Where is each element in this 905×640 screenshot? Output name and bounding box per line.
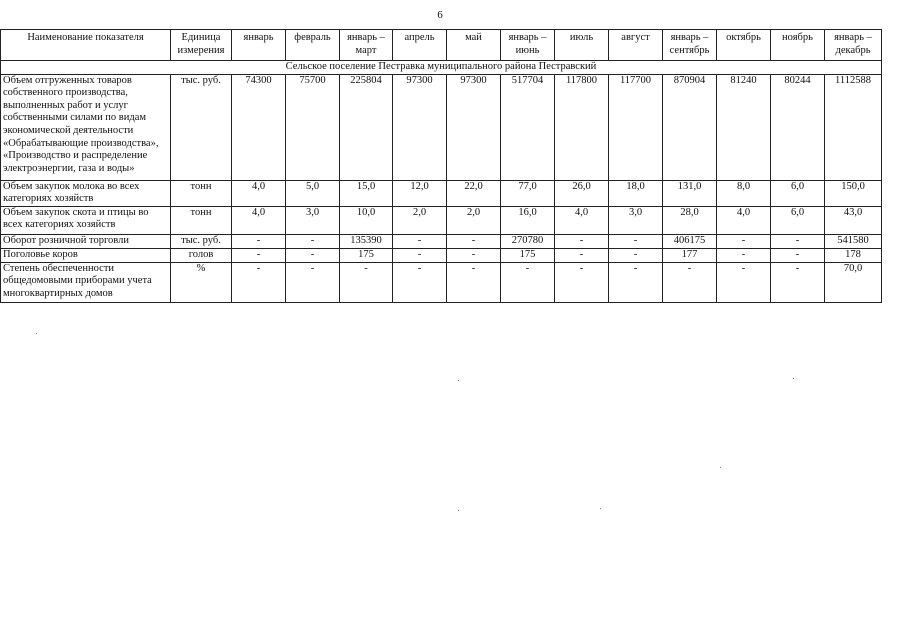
value-cell: 22,0 [447, 180, 501, 206]
value-cell: 12,0 [393, 180, 447, 206]
value-cell: 28,0 [663, 206, 717, 234]
value-cell: 97300 [393, 74, 447, 180]
column-header: Наименование показателя [1, 30, 171, 61]
value-cell: 2,0 [393, 206, 447, 234]
value-cell: - [555, 234, 609, 248]
value-cell: 10,0 [340, 206, 393, 234]
value-cell: 870904 [663, 74, 717, 180]
value-cell: - [717, 248, 771, 262]
unit-cell: голов [171, 248, 232, 262]
scan-speck [793, 378, 794, 379]
value-cell: 74300 [232, 74, 286, 180]
value-cell: 150,0 [825, 180, 882, 206]
value-cell: 270780 [501, 234, 555, 248]
value-cell: 117800 [555, 74, 609, 180]
value-cell: 3,0 [609, 206, 663, 234]
value-cell: 80244 [771, 74, 825, 180]
value-cell: 75700 [286, 74, 340, 180]
header-row [1, 30, 882, 61]
indicator-name: Объем закупок скота и птицы во всех категориях хозяйств [1, 206, 171, 234]
value-cell: 135390 [340, 234, 393, 248]
value-cell: - [717, 234, 771, 248]
value-cell: 6,0 [771, 180, 825, 206]
value-cell: 177 [663, 248, 717, 262]
column-header: январь – сентябрь [663, 30, 717, 61]
indicator-name: Оборот розничной торговли [1, 234, 171, 248]
value-cell: - [609, 262, 663, 302]
column-header: январь – июнь [501, 30, 555, 61]
indicator-name: Степень обеспеченности общедомовыми приборами учета многоквартирных домов [1, 262, 171, 302]
value-cell: - [232, 248, 286, 262]
value-cell: - [286, 234, 340, 248]
value-cell: - [232, 234, 286, 248]
column-header: Единица измерения [171, 30, 232, 61]
unit-cell: тонн [171, 206, 232, 234]
value-cell: 18,0 [609, 180, 663, 206]
value-cell: 5,0 [286, 180, 340, 206]
column-header: октябрь [717, 30, 771, 61]
table-row [1, 206, 882, 234]
column-header: август [609, 30, 663, 61]
section-title: Сельское поселение Пестравка муниципального района Пестравский [1, 61, 882, 75]
value-cell: 175 [340, 248, 393, 262]
value-cell: - [609, 234, 663, 248]
value-cell: 175 [501, 248, 555, 262]
indicator-name: Объем закупок молока во всех категориях хозяйств [1, 180, 171, 206]
column-header: январь [232, 30, 286, 61]
column-header: февраль [286, 30, 340, 61]
value-cell: - [771, 262, 825, 302]
value-cell: - [771, 234, 825, 248]
value-cell: - [609, 248, 663, 262]
value-cell: 43,0 [825, 206, 882, 234]
value-cell: 1112588 [825, 74, 882, 180]
value-cell: 3,0 [286, 206, 340, 234]
scan-speck [36, 333, 37, 334]
scan-speck [720, 467, 721, 468]
value-cell: 97300 [447, 74, 501, 180]
value-cell: - [393, 234, 447, 248]
value-cell: 4,0 [232, 180, 286, 206]
value-cell: 517704 [501, 74, 555, 180]
section-row [1, 61, 882, 75]
value-cell: - [286, 248, 340, 262]
scan-speck [458, 380, 459, 381]
value-cell: 4,0 [232, 206, 286, 234]
value-cell: 117700 [609, 74, 663, 180]
scan-speck [458, 510, 459, 511]
value-cell: - [555, 262, 609, 302]
table-row [1, 262, 882, 302]
value-cell: - [717, 262, 771, 302]
value-cell: - [447, 248, 501, 262]
value-cell: - [501, 262, 555, 302]
value-cell: 178 [825, 248, 882, 262]
value-cell: - [663, 262, 717, 302]
indicator-name: Объем отгруженных товаров собственного производства, выполненных работ и услуг собственными силами по видам экономической деятельности «Обрабатывающие производства», «Производство и распределение электроэнергии, газа и воды» [1, 74, 171, 180]
value-cell: 81240 [717, 74, 771, 180]
scan-speck [600, 508, 601, 509]
value-cell: 16,0 [501, 206, 555, 234]
value-cell: - [393, 248, 447, 262]
value-cell: 4,0 [555, 206, 609, 234]
value-cell: - [555, 248, 609, 262]
value-cell: - [771, 248, 825, 262]
column-header: ноябрь [771, 30, 825, 61]
column-header: июль [555, 30, 609, 61]
indicator-name: Поголовье коров [1, 248, 171, 262]
value-cell: - [340, 262, 393, 302]
unit-cell: тыс. руб. [171, 74, 232, 180]
value-cell: 225804 [340, 74, 393, 180]
unit-cell: тонн [171, 180, 232, 206]
value-cell: 70,0 [825, 262, 882, 302]
column-header: январь – декабрь [825, 30, 882, 61]
value-cell: - [393, 262, 447, 302]
column-header: май [447, 30, 501, 61]
value-cell: 8,0 [717, 180, 771, 206]
column-header: январь – март [340, 30, 393, 61]
value-cell: 406175 [663, 234, 717, 248]
table-row [1, 234, 882, 248]
value-cell: 131,0 [663, 180, 717, 206]
statistics-table [0, 29, 882, 303]
value-cell: 2,0 [447, 206, 501, 234]
unit-cell: % [171, 262, 232, 302]
value-cell: - [232, 262, 286, 302]
table-row [1, 74, 882, 180]
value-cell: 4,0 [717, 206, 771, 234]
value-cell: 26,0 [555, 180, 609, 206]
value-cell: 6,0 [771, 206, 825, 234]
value-cell: 15,0 [340, 180, 393, 206]
column-header: апрель [393, 30, 447, 61]
value-cell: - [447, 234, 501, 248]
value-cell: - [286, 262, 340, 302]
page-number: 6 [437, 9, 443, 21]
unit-cell: тыс. руб. [171, 234, 232, 248]
table-row [1, 248, 882, 262]
value-cell: - [447, 262, 501, 302]
value-cell: 77,0 [501, 180, 555, 206]
table-row [1, 180, 882, 206]
value-cell: 541580 [825, 234, 882, 248]
